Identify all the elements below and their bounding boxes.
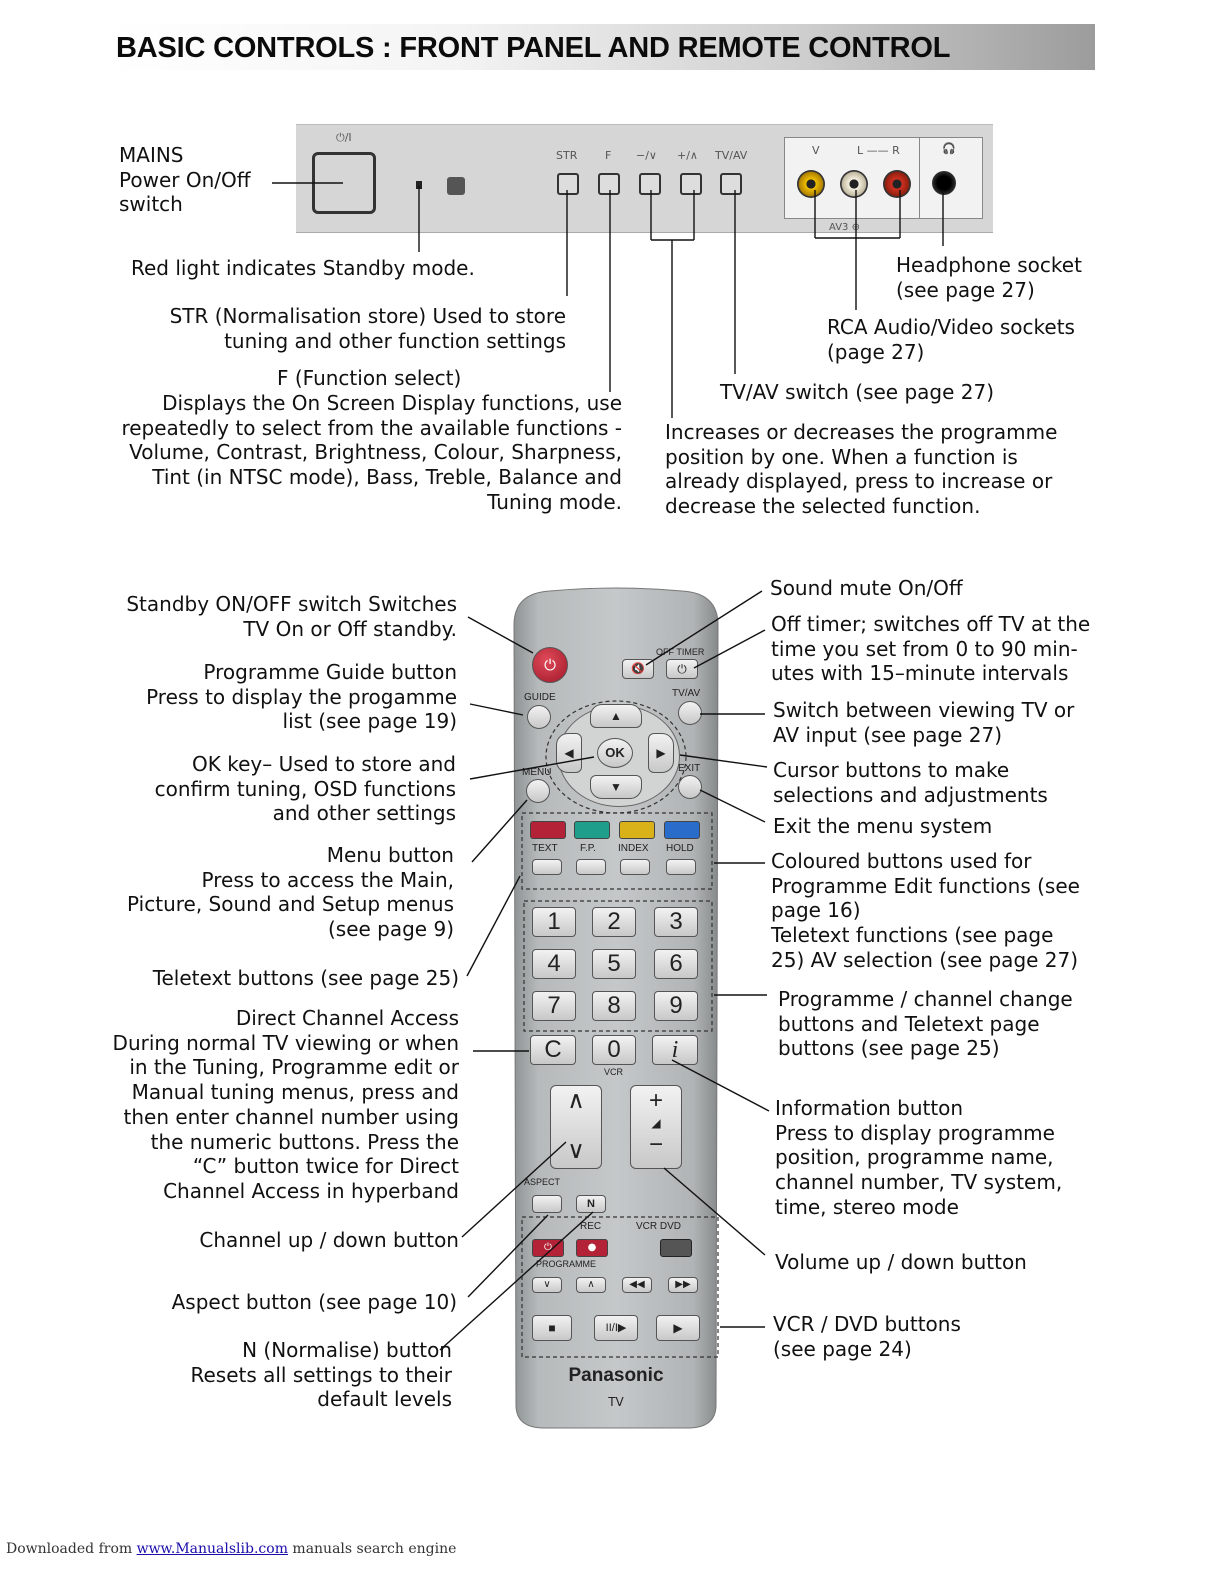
standby-callout: Standby ON/OFF switch Switches TV On or Off standby. xyxy=(126,592,457,641)
mute-icon: 🔇 xyxy=(631,663,645,675)
menu-callout: Menu button Press to access the Main, Picture, Sound and Setup menus (see page 9) xyxy=(127,843,454,942)
vcrdvd-callout: VCR / DVD buttons (see page 24) xyxy=(773,1312,961,1361)
stop-button[interactable]: ■ xyxy=(532,1315,572,1341)
page-title: BASIC CONTROLS : FRONT PANEL AND REMOTE CONTROL xyxy=(116,32,951,64)
yellow-button[interactable] xyxy=(619,821,655,839)
remote-control-image xyxy=(510,585,722,1430)
mains-callout: MAINS Power On/Off switch xyxy=(119,143,251,217)
channel-callout: Channel up / down button xyxy=(199,1228,459,1252)
exit-button[interactable] xyxy=(678,775,702,799)
play-button[interactable]: ▶ xyxy=(656,1315,700,1341)
mute-callout: Sound mute On/Off xyxy=(770,576,963,600)
str-callout: STR (Normalisation store) Used to store tuning and other function settings xyxy=(169,304,566,353)
guide-label: GUIDE xyxy=(524,692,556,703)
standby-button[interactable]: ⏻ xyxy=(532,647,568,683)
programme-down-button[interactable]: ∨ xyxy=(532,1277,562,1293)
panel-label-down: −/∨ xyxy=(636,149,657,162)
off-timer-label: OFF TIMER xyxy=(656,647,705,657)
hold-button[interactable] xyxy=(666,859,696,875)
pause-button[interactable]: II/I▶ xyxy=(594,1315,638,1341)
menu-button[interactable] xyxy=(526,779,550,803)
programme-callout: Programme / channel change buttons and Teletext page buttons (see page 25) xyxy=(778,987,1073,1061)
info-callout: Information button Press to display programme position, programme name, channel number, TV system, time, stereo mode xyxy=(775,1096,1063,1219)
panel-label-str: STR xyxy=(556,149,578,162)
brand-logo: Panasonic xyxy=(568,1365,664,1386)
rec-button[interactable]: ● xyxy=(576,1239,608,1257)
cursor-down-button[interactable]: ▼ xyxy=(590,775,642,799)
footer-suffix: manuals search engine xyxy=(287,1541,457,1557)
normalise-callout: N (Normalise) button Resets all settings to their default levels xyxy=(190,1338,452,1412)
digit-0-button[interactable]: 0 xyxy=(592,1035,636,1065)
vcr-dvd-switch[interactable] xyxy=(660,1239,692,1257)
digit-2-button[interactable]: 2 xyxy=(592,907,636,937)
text-label: TEXT xyxy=(532,843,558,854)
tvav-callout: TV/AV switch (see page 27) xyxy=(720,380,995,404)
programme-up-button[interactable]: ∧ xyxy=(576,1277,606,1293)
aspect-callout: Aspect button (see page 10) xyxy=(171,1290,457,1314)
volume-rocker[interactable] xyxy=(630,1085,682,1169)
fp-button[interactable] xyxy=(576,859,606,875)
red-button[interactable] xyxy=(530,821,566,839)
digit-3-button[interactable]: 3 xyxy=(654,907,698,937)
programme-label: PROGRAMME xyxy=(536,1259,597,1269)
info-button[interactable]: i xyxy=(652,1035,698,1065)
index-button[interactable] xyxy=(620,859,650,875)
teletext-callout: Teletext buttons (see page 25) xyxy=(152,966,459,990)
aspect-label: ASPECT xyxy=(524,1177,561,1187)
standby-light-callout: Red light indicates Standby mode. xyxy=(131,256,475,280)
digit-1-button[interactable]: 1 xyxy=(532,907,576,937)
mute-button[interactable] xyxy=(622,659,654,679)
fp-label: F.P. xyxy=(580,843,596,854)
volume-callout: Volume up / down button xyxy=(775,1250,1027,1274)
offtimer-callout: Off timer; switches off TV at the time you set from 0 to 90 min- utes with 15–minute intervals xyxy=(771,612,1091,686)
power-symbol: ⏻/I xyxy=(336,131,352,144)
rec-label: REC xyxy=(580,1221,602,1232)
digit-5-button[interactable]: 5 xyxy=(592,949,636,979)
av3-label: AV3 ⊕ xyxy=(829,222,860,233)
channel-up-icon: ∧ xyxy=(567,1087,585,1114)
guide-button[interactable] xyxy=(527,705,551,729)
hold-label: HOLD xyxy=(666,843,694,854)
digit-7-button[interactable]: 7 xyxy=(532,991,576,1021)
rec-power-button[interactable]: ⏻ xyxy=(532,1239,564,1257)
f-callout-heading: F (Function select) xyxy=(277,366,462,390)
coloured-callout: Coloured buttons used for Programme Edit functions (see page 16) Teletext functions (see page 25) AV selection (see page 27) xyxy=(771,849,1080,972)
ok-button[interactable]: OK xyxy=(597,738,633,768)
panel-label-tvav: TV/AV xyxy=(715,149,748,162)
exit-callout: Exit the menu system xyxy=(773,814,993,838)
channel-rocker[interactable] xyxy=(550,1085,602,1169)
vcr-dvd-label: VCR DVD xyxy=(636,1221,682,1232)
vcr-label: VCR xyxy=(604,1067,624,1077)
tv-label: TV xyxy=(608,1395,624,1409)
panel-label-up: +/∧ xyxy=(677,149,698,162)
digit-4-button[interactable]: 4 xyxy=(532,949,576,979)
headphone-icon: 🎧 xyxy=(942,142,956,155)
cursor-up-button[interactable]: ▲ xyxy=(590,704,642,728)
rewind-button[interactable]: ◀◀ xyxy=(622,1277,652,1293)
footer-prefix: Downloaded from xyxy=(6,1541,137,1557)
ok-callout: OK key– Used to store and confirm tuning, OSD functions and other settings xyxy=(154,752,456,826)
n-button[interactable]: N xyxy=(576,1195,606,1213)
index-label: INDEX xyxy=(618,843,649,854)
digit-8-button[interactable]: 8 xyxy=(592,991,636,1021)
cursor-left-button[interactable]: ◀ xyxy=(556,733,582,773)
panel-label-f: F xyxy=(605,149,612,162)
blue-button[interactable] xyxy=(664,821,700,839)
volume-wedge-icon: ◢ xyxy=(651,1116,661,1130)
cursor-right-button[interactable]: ▶ xyxy=(648,733,674,773)
volume-down-icon: − xyxy=(648,1131,663,1158)
footer xyxy=(6,1541,456,1557)
digit-9-button[interactable]: 9 xyxy=(654,991,698,1021)
direct-channel-callout: Direct Channel Access During normal TV viewing or when in the Tuning, Programme edit or Manual tuning menus, press and then enter channel number using the numeric buttons. Press the “C” button twice for Direct Channel Access in hyperband xyxy=(112,1006,459,1203)
headphone-callout: Headphone socket (see page 27) xyxy=(896,253,1082,302)
timer-icon: ⏻ xyxy=(677,662,687,676)
channel-down-icon: ∨ xyxy=(567,1137,585,1164)
tvav-switch-callout: Switch between viewing TV or AV input (see page 27) xyxy=(773,698,1075,747)
rca-callout: RCA Audio/Video sockets (page 27) xyxy=(827,315,1075,364)
aspect-button[interactable] xyxy=(532,1195,562,1213)
updown-callout: Increases or decreases the programme position by one. When a function is already displayed, press to increase or decrease the selected function. xyxy=(665,420,1058,519)
av-label-lr: L —— R xyxy=(857,144,900,157)
f-callout-body: Displays the On Screen Display functions, use repeatedly to select from the available functions - Volume, Contrast, Brightness, Colour, Sharpness, Tint (in NTSC mode), Bass, Treble, Balance and Tuning mode. xyxy=(121,391,622,514)
cursor-callout: Cursor buttons to make selections and adjustments xyxy=(773,758,1048,807)
tvav-remote-label: TV/AV xyxy=(672,688,701,699)
menu-label: MENU xyxy=(522,767,552,778)
text-button[interactable] xyxy=(532,859,562,875)
exit-label: EXIT xyxy=(678,763,701,774)
manualslib-link[interactable]: www.Manualslib.com xyxy=(136,1541,288,1557)
tvav-button[interactable] xyxy=(678,701,702,725)
green-button[interactable] xyxy=(574,821,610,839)
off-timer-button[interactable] xyxy=(666,659,698,679)
volume-up-icon: + xyxy=(648,1087,663,1114)
fast-forward-button[interactable]: ▶▶ xyxy=(668,1277,698,1293)
digit-6-button[interactable]: 6 xyxy=(654,949,698,979)
av-label-v: V xyxy=(812,144,820,157)
guide-callout: Programme Guide button Press to display the progamme list (see page 19) xyxy=(146,660,457,734)
c-button[interactable]: C xyxy=(530,1035,576,1065)
